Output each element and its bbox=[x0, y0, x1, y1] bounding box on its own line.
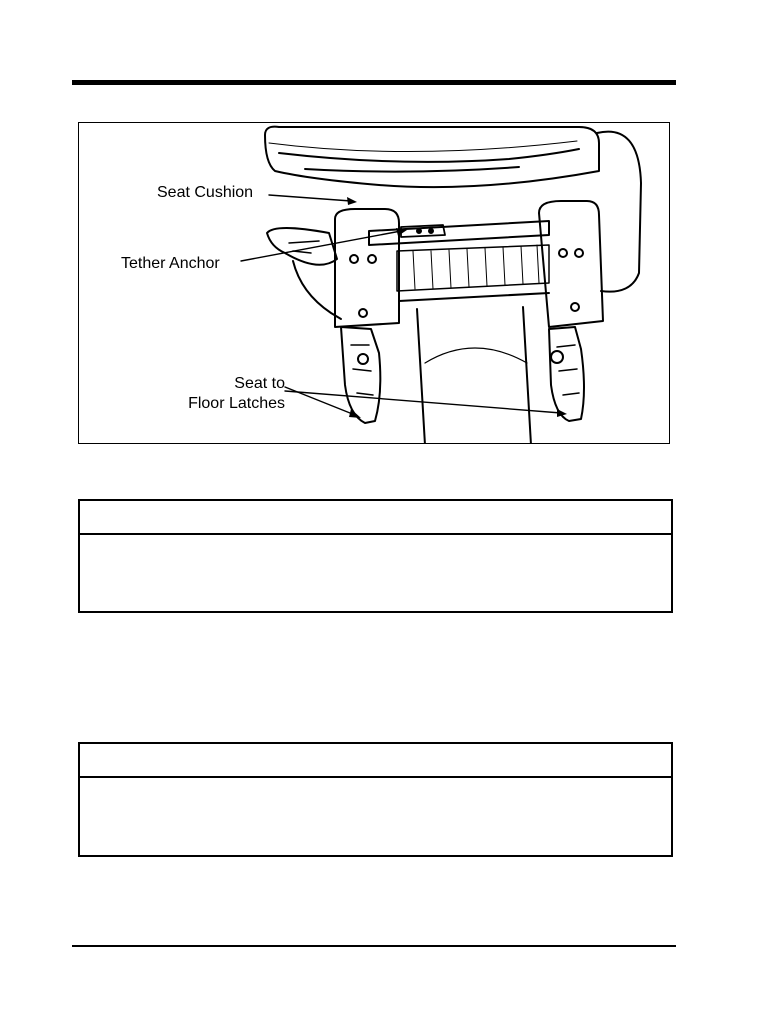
label-seat-to: Seat to bbox=[234, 375, 285, 392]
front-crossbar bbox=[369, 221, 549, 245]
cushion-piping bbox=[269, 141, 577, 152]
left-floor-latch bbox=[341, 327, 380, 423]
label-seat-cushion: Seat Cushion bbox=[157, 184, 254, 201]
left-bracket bbox=[335, 209, 399, 327]
leader-seat-cushion bbox=[269, 195, 351, 201]
right-floor-latch bbox=[549, 327, 584, 421]
right-leg bbox=[523, 307, 531, 444]
label-tether-anchor: Tether Anchor bbox=[121, 255, 220, 272]
leg-arc bbox=[425, 348, 527, 363]
cushion-seam-2 bbox=[305, 167, 519, 172]
frame-slats bbox=[397, 245, 549, 291]
slat-lines bbox=[413, 245, 539, 289]
seat-illustration bbox=[78, 122, 670, 444]
callout-box-2 bbox=[78, 742, 673, 857]
leader-tether-anchor bbox=[241, 231, 401, 261]
callout-box-1 bbox=[78, 499, 673, 613]
seat-bolster bbox=[597, 132, 641, 292]
top-rule bbox=[72, 80, 676, 85]
left-panel bbox=[293, 261, 341, 319]
callout-body-1 bbox=[80, 535, 671, 611]
callout-heading-2 bbox=[80, 744, 671, 778]
left-armrest bbox=[267, 228, 337, 265]
left-latch-detail bbox=[351, 345, 373, 395]
callout-heading-1 bbox=[80, 501, 671, 535]
bottom-rule bbox=[72, 945, 676, 947]
left-leg bbox=[417, 309, 425, 444]
rear-bar bbox=[399, 293, 549, 301]
callout-body-2 bbox=[80, 778, 671, 854]
label-floor-latches: Floor Latches bbox=[188, 395, 285, 412]
